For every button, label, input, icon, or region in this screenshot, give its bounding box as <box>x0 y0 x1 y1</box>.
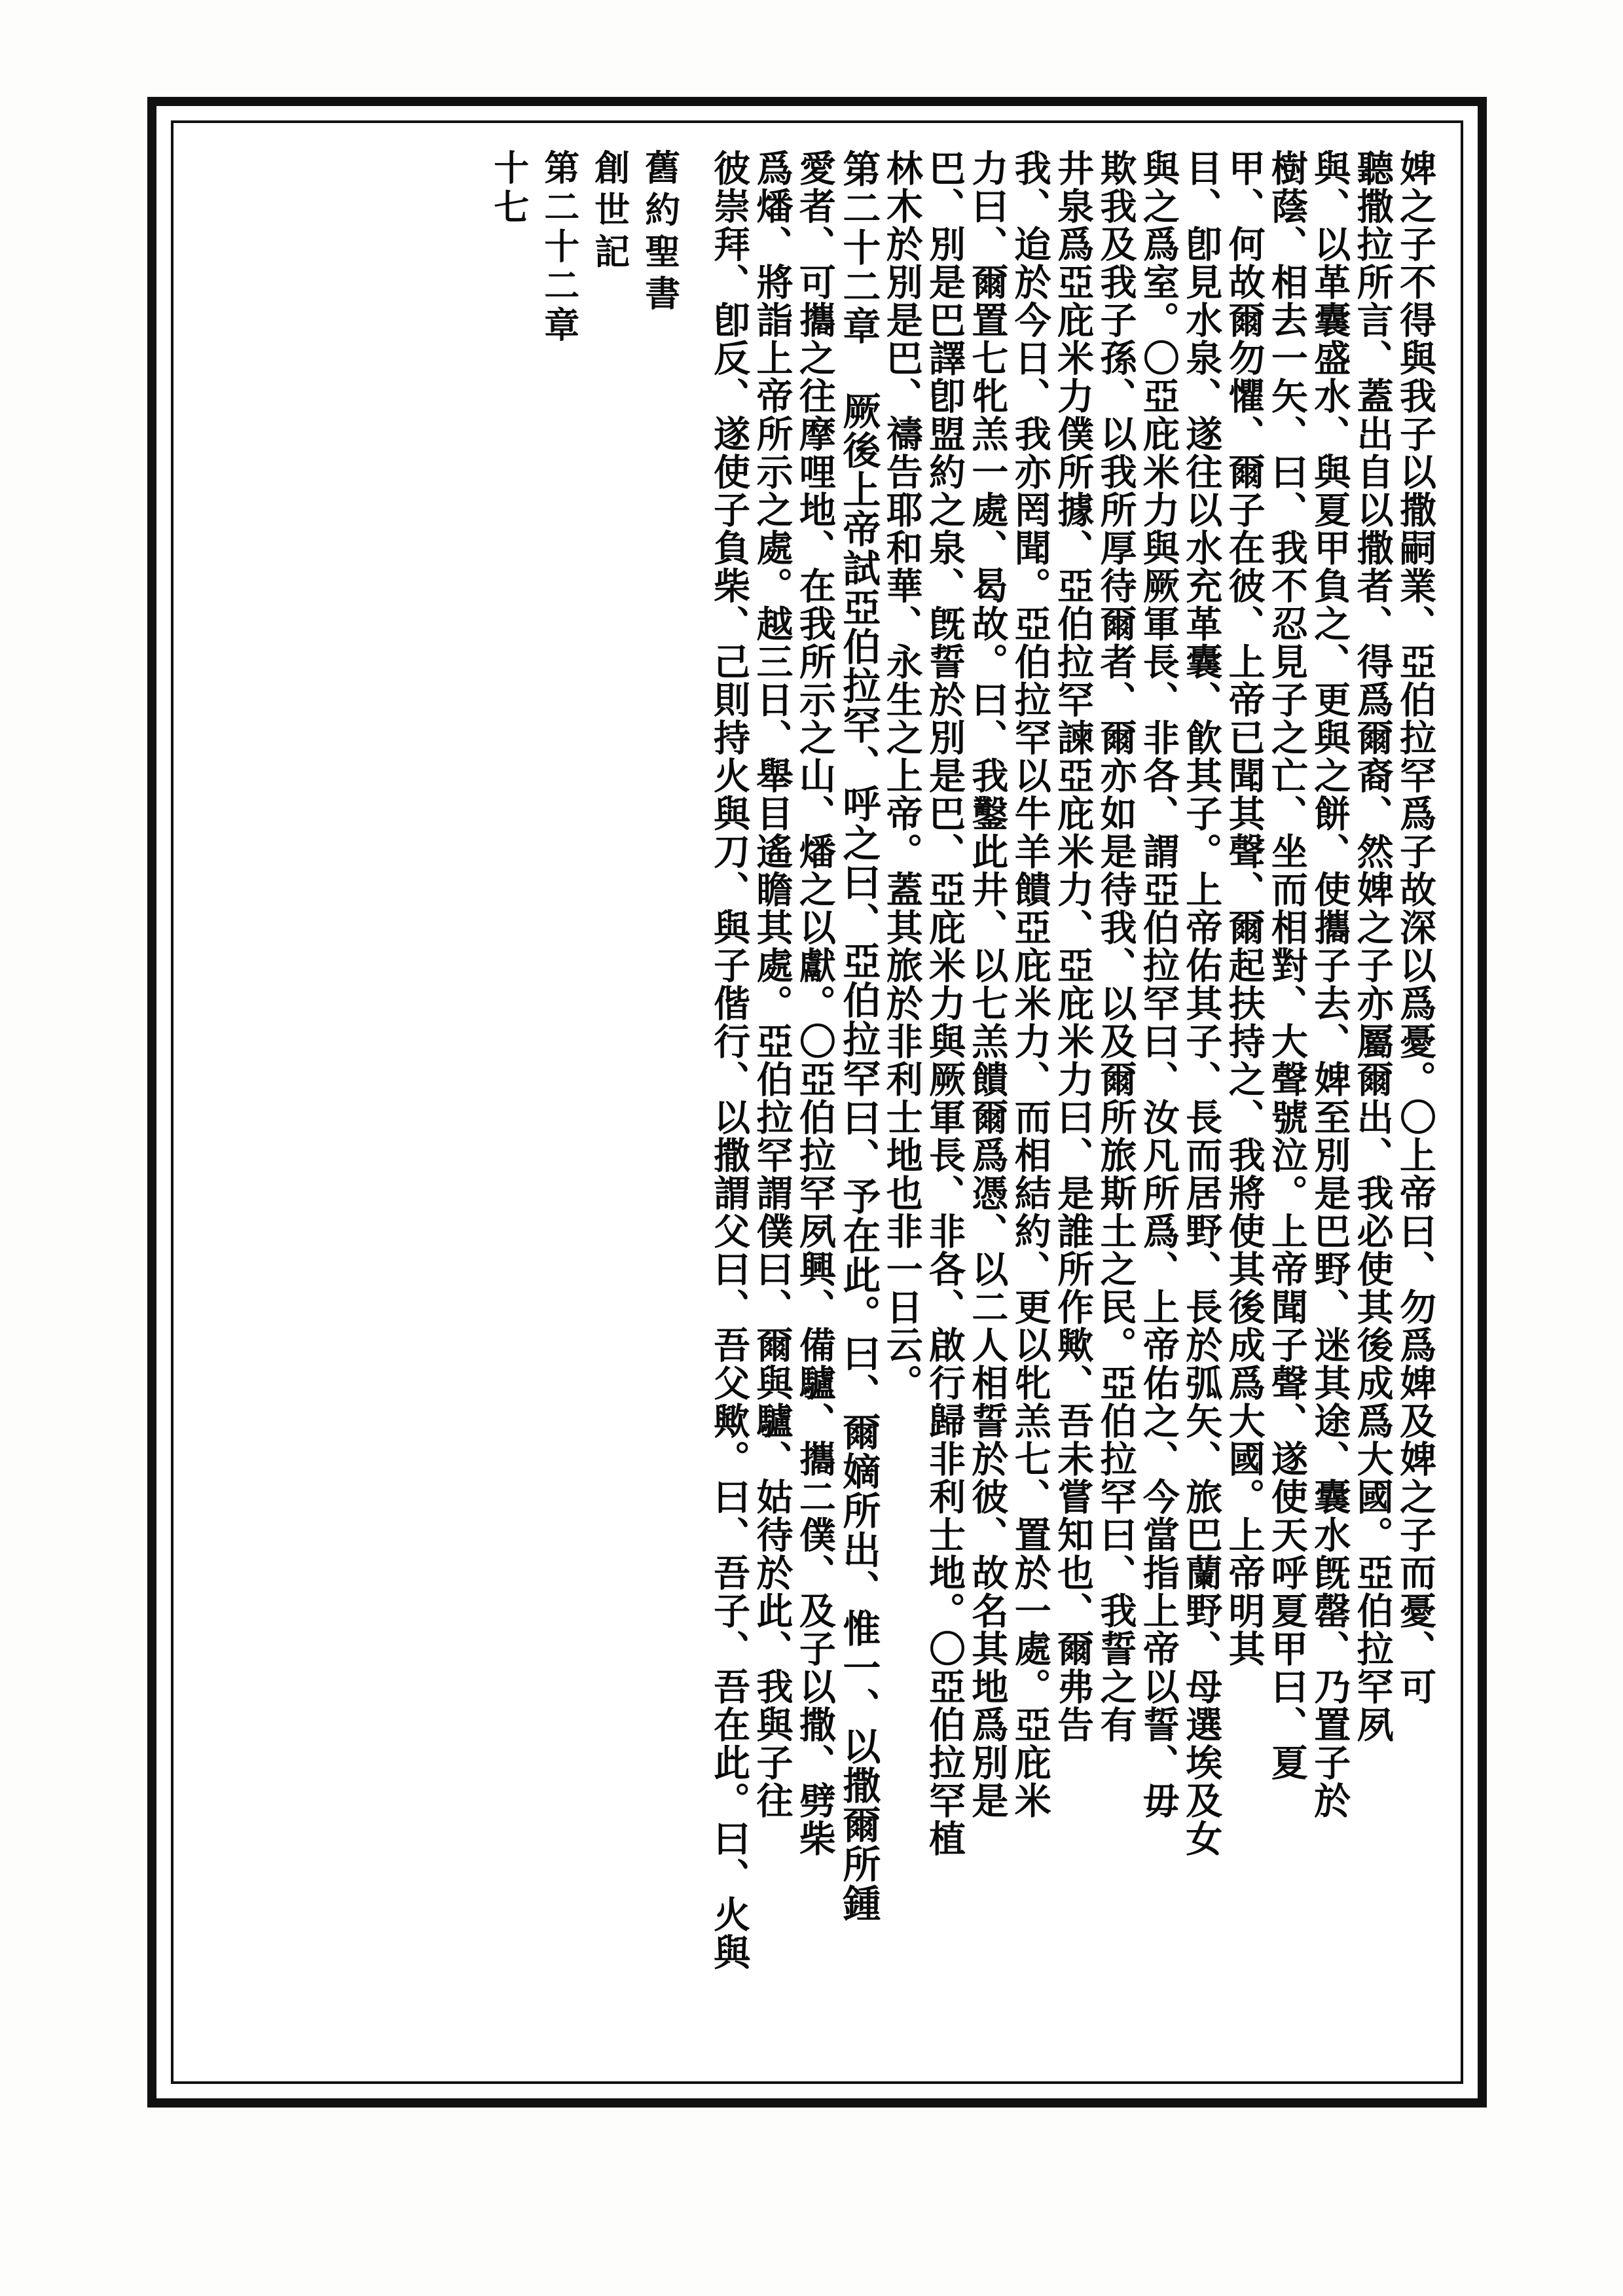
page-border-inner <box>171 120 1463 2084</box>
chapter-heading-column: 第二十二章 厥後上帝試亞伯拉罕、呼之曰、亞伯拉罕曰、予在此。曰、爾嫡所出、惟一、以撒爾所鍾 <box>836 149 881 1923</box>
running-head <box>484 149 686 2034</box>
text-column: 與之爲室。〇亞庇米力與厥軍長、非各、謂亞伯拉罕曰、汝凡所爲、上帝佑之、今當指上帝以誓、毋 <box>1137 149 1180 1820</box>
text-column: 我、迨於今日、我亦罔聞。亞伯拉罕以牛羊饋亞庇米力、而相結約、更以牝羔七、置於一處。亞庇米 <box>1008 149 1052 1820</box>
text-column: 聽撒拉所言、蓋出自以撒者、得爲爾裔、然婢之子亦屬爾出、我必使其後成爲大國。亞伯拉罕夙 <box>1351 149 1395 1744</box>
page-number: 十七 <box>488 149 530 228</box>
text-column: 林木於別是巴、禱告耶和華、永生之上帝。蓋其旅於非利士地也非一日云。 <box>880 149 924 1402</box>
section-title: 創世記 <box>589 149 631 275</box>
book-title: 舊約聖書 <box>639 149 682 317</box>
text-column: 婢之子不得與我子以撒嗣業、亞伯拉罕爲子故深以爲憂。〇上帝曰、勿爲婢及婢之子而憂、可 <box>1394 149 1437 1706</box>
text-column: 巴、別是巴譯卽盟約之泉、旣誓於別是巴、亞庇米力與厥軍長、非各、啟行歸非利士地。〇亞伯拉罕植 <box>923 149 967 1857</box>
text-column: 甲、何故爾勿懼、爾子在彼、上帝已聞其聲、爾起扶持之、我將使其後成爲大國。上帝明其 <box>1222 149 1266 1668</box>
column-gap <box>689 149 706 156</box>
text-column: 愛者、可攜之往摩哩地、在我所示之山、燔之以獻。〇亞伯拉罕夙興、備驢、攜二僕、及子以撒、劈柴 <box>793 149 837 1857</box>
text-column: 彼崇拜、卽反、遂使子負柴、己則持火與刀、與子偕行、以撒謂父曰、吾父歟。曰、吾子、吾在此。曰、火與 <box>708 149 752 1971</box>
text-column: 力曰、爾置七牝羔一處、曷故。曰、我鑿此井、以七羔饋爾爲憑、以二人相誓於彼、故名其地爲別是 <box>966 149 1010 1820</box>
text-column: 樹蔭、相去一矢、曰、我不忍見子之亡、坐而相對、大聲號泣。上帝聞子聲、遂使天呼夏甲曰、夏 <box>1265 149 1309 1782</box>
page-border-outer <box>147 97 1487 2108</box>
text-column: 欺我及我子孫、以我所厚待爾者、爾亦如是待我、以及爾所旅斯土之民。亞伯拉罕曰、我誓之有 <box>1094 149 1138 1744</box>
chapter-label: 第二十二章 <box>538 149 581 346</box>
text-column: 爲燔、將詣上帝所示之處。越三日、舉目遙瞻其處。亞伯拉罕謂僕曰、爾與驢、姑待於此、我與子往 <box>750 149 794 1820</box>
text-column: 目、卽見水泉、遂往以水充革囊、飮其子。上帝佑其子、長而居野、長於弧矢、旅巴蘭野、母選埃及女 <box>1180 149 1224 1857</box>
page-content <box>200 149 1437 2055</box>
text-column: 井泉爲亞庇米力僕所據、亞伯拉罕諫亞庇米力、亞庇米力曰、是誰所作歟、吾未嘗知也、爾弗告 <box>1051 149 1095 1744</box>
text-column: 與、以革囊盛水、與夏甲負之、更與之餅、使攜子去、婢至別是巴野、迷其途、囊水旣罄、乃置子於 <box>1308 149 1352 1820</box>
